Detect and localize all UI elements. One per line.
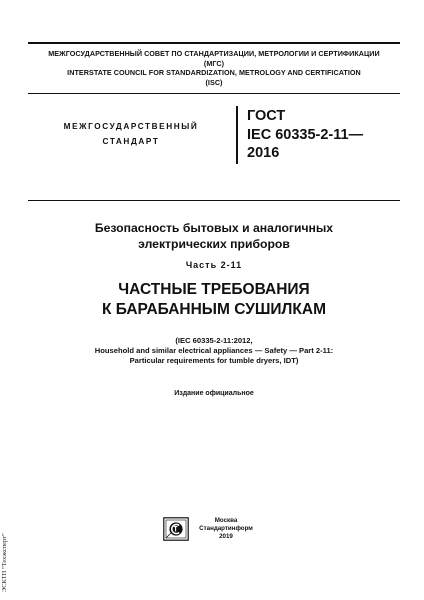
document-subtitle [28,280,400,319]
designation-line2: IEC 60335-2-11— [247,126,364,143]
title-line2: электрических приборов [138,237,290,251]
iec-reference-line2: Household and similar electrical appliances — Safety — Part 2-11: [94,346,334,355]
top-rule [28,42,400,44]
iec-reference-line1: (IEC 60335-2-11:2012, [175,336,253,345]
side-watermark: ЭСКТП “Техэксперт” [1,533,8,592]
iec-reference-line3: Particular requirements for tumble dryers, IDT) [129,356,299,365]
council-abbr-en: (ISC) [205,77,223,87]
iec-reference [28,336,400,366]
council-header [28,49,400,87]
standard-type-line2: СТАНДАРТ [102,137,160,146]
council-abbr-ru: (МГС) [203,58,225,68]
standard-type [56,119,206,149]
designation-line1: ГОСТ [247,108,286,124]
title-line1: Безопасность бытовых и аналогичных [94,221,334,235]
council-name-ru: МЕЖГОСУДАРСТВЕННЫЙ СОВЕТ ПО СТАНДАРТИЗАЦИИ, МЕТРОЛОГИИ И СЕРТИФИКАЦИИ [48,49,380,58]
publisher-city: Москва [214,517,238,524]
standard-designation [247,107,363,163]
edition-label: Издание официальное [174,390,254,397]
council-name-en: INTERSTATE COUNCIL FOR STANDARDIZATION, METROLOGY AND CERTIFICATION [67,68,361,77]
publisher-name: Стандартинформ [199,525,253,532]
standartinform-logo-icon [163,517,189,541]
header-rule [28,93,400,94]
publisher-info [196,517,256,541]
subtitle-line1: ЧАСТНЫЕ ТРЕБОВАНИЯ [118,281,310,298]
part-number: Часть 2-11 [185,260,243,270]
subtitle-line2: К БАРАБАННЫМ СУШИЛКАМ [102,300,326,318]
standard-type-line1: МЕЖГОСУДАРСТВЕННЫЙ [63,122,199,131]
vertical-divider [236,106,238,164]
designation-line3: 2016 [247,145,280,161]
document-title [28,220,400,252]
publisher-year: 2019 [219,533,233,540]
title-rule [28,200,400,201]
